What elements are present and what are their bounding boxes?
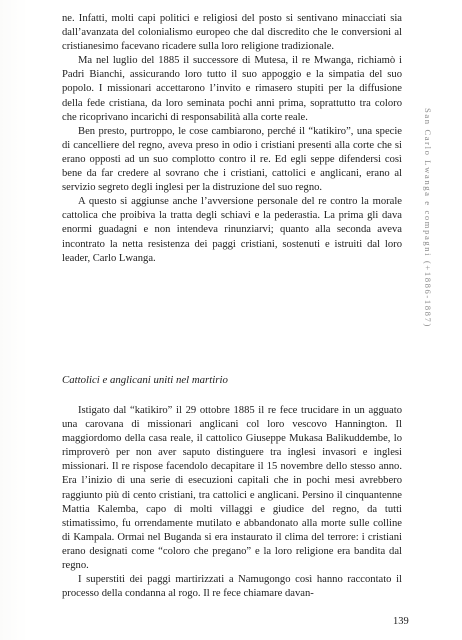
paragraph: Ma nel luglio del 1885 il successore di Mutesa, il re Mwanga, richiamò i Padri Bianchi, assicurando loro tutto il suo appoggio e la simpatia del suo popolo. I missionari accettarono l’invito e rimasero stupiti per la diffusione della fede cristiana, da loro seminata pochi anni prima, soprattutto tra coloro che ricoprivano incarichi di responsabilità alla corte reale.: [62, 55, 402, 123]
paragraph: Ben presto, purtroppo, le cose cambiarono, perché il “katikiro”, una specie di cancelliere del regno, aveva preso in odio i cristiani presenti alla corte che si erano opposti ad un suo complotto contro il re. Ed egli seppe difendersi così bene da far credere al sovrano che i cristiani, cattolici e anglicani, erano al servizio segreto degli inglesi per la distruzione del suo regno.: [62, 125, 402, 194]
page-number: 139: [393, 616, 409, 627]
section-heading: Cattolici e anglicani uniti nel martirio: [62, 374, 228, 386]
body-text-bottom: [62, 404, 402, 601]
paragraph: Istigato dal “katikiro” il 29 ottobre 1885 il re fece trucidare in un agguato una carovana di missionari anglicani col loro vescovo Hannington. Il maggiordomo della casa reale, il cattolico Giuseppe Mukasa Balikuddembe, lo rimproverò per non aver saputo distinguere tra inglesi invasori e inglesi missionari. Il re rispose facendolo decapitare il 15 novembre dello stesso anno. Era l’inizio di una serie di esecuzioni capitali che in pochi mesi avrebbero raggiunto più di cento cristiani, tra cattolici e anglicani. Persino il cinquantenne Mattia Kalemba, capo di molti villaggi e giudice del regno, da tutti stimatissimo, fu orrendamente mutilato e abbandonato alla morte sulle colline di Kampala. Ormai nel Buganda si era instaurato il clima del terrore: i cristiani erano designati come “coloro che pregano” e la loro religione era bandita dal regno.: [62, 405, 402, 572]
body-text-top: [62, 12, 402, 266]
running-head: San Carlo Lwanga e compagni (+1886-1887): [423, 108, 433, 328]
paragraph: ne. Infatti, molti capi politici e religiosi del posto si sentivano minacciati sia dall’avanzata del colonialismo europeo che dal discredito che le conversioni al cristianesimo facevano ricadere sulla loro religione tradizionale.: [62, 13, 402, 53]
paragraph: I superstiti dei paggi martirizzati a Namugongo così hanno raccontato il processo della condanna al rogo. Il re fece chiamare davan-: [62, 574, 402, 600]
paragraph: A questo si aggiunse anche l’avversione personale del re contro la morale cattolica che proibiva la tratta degli schiavi e la pederastia. La prima gli dava enormi guadagni e non intendeva rinunziarvi; quanto alla seconda aveva incontrato la netta resistenza dei paggi cristiani, sostenuti e istruiti dal loro leader, Carlo Lwanga.: [62, 196, 402, 264]
